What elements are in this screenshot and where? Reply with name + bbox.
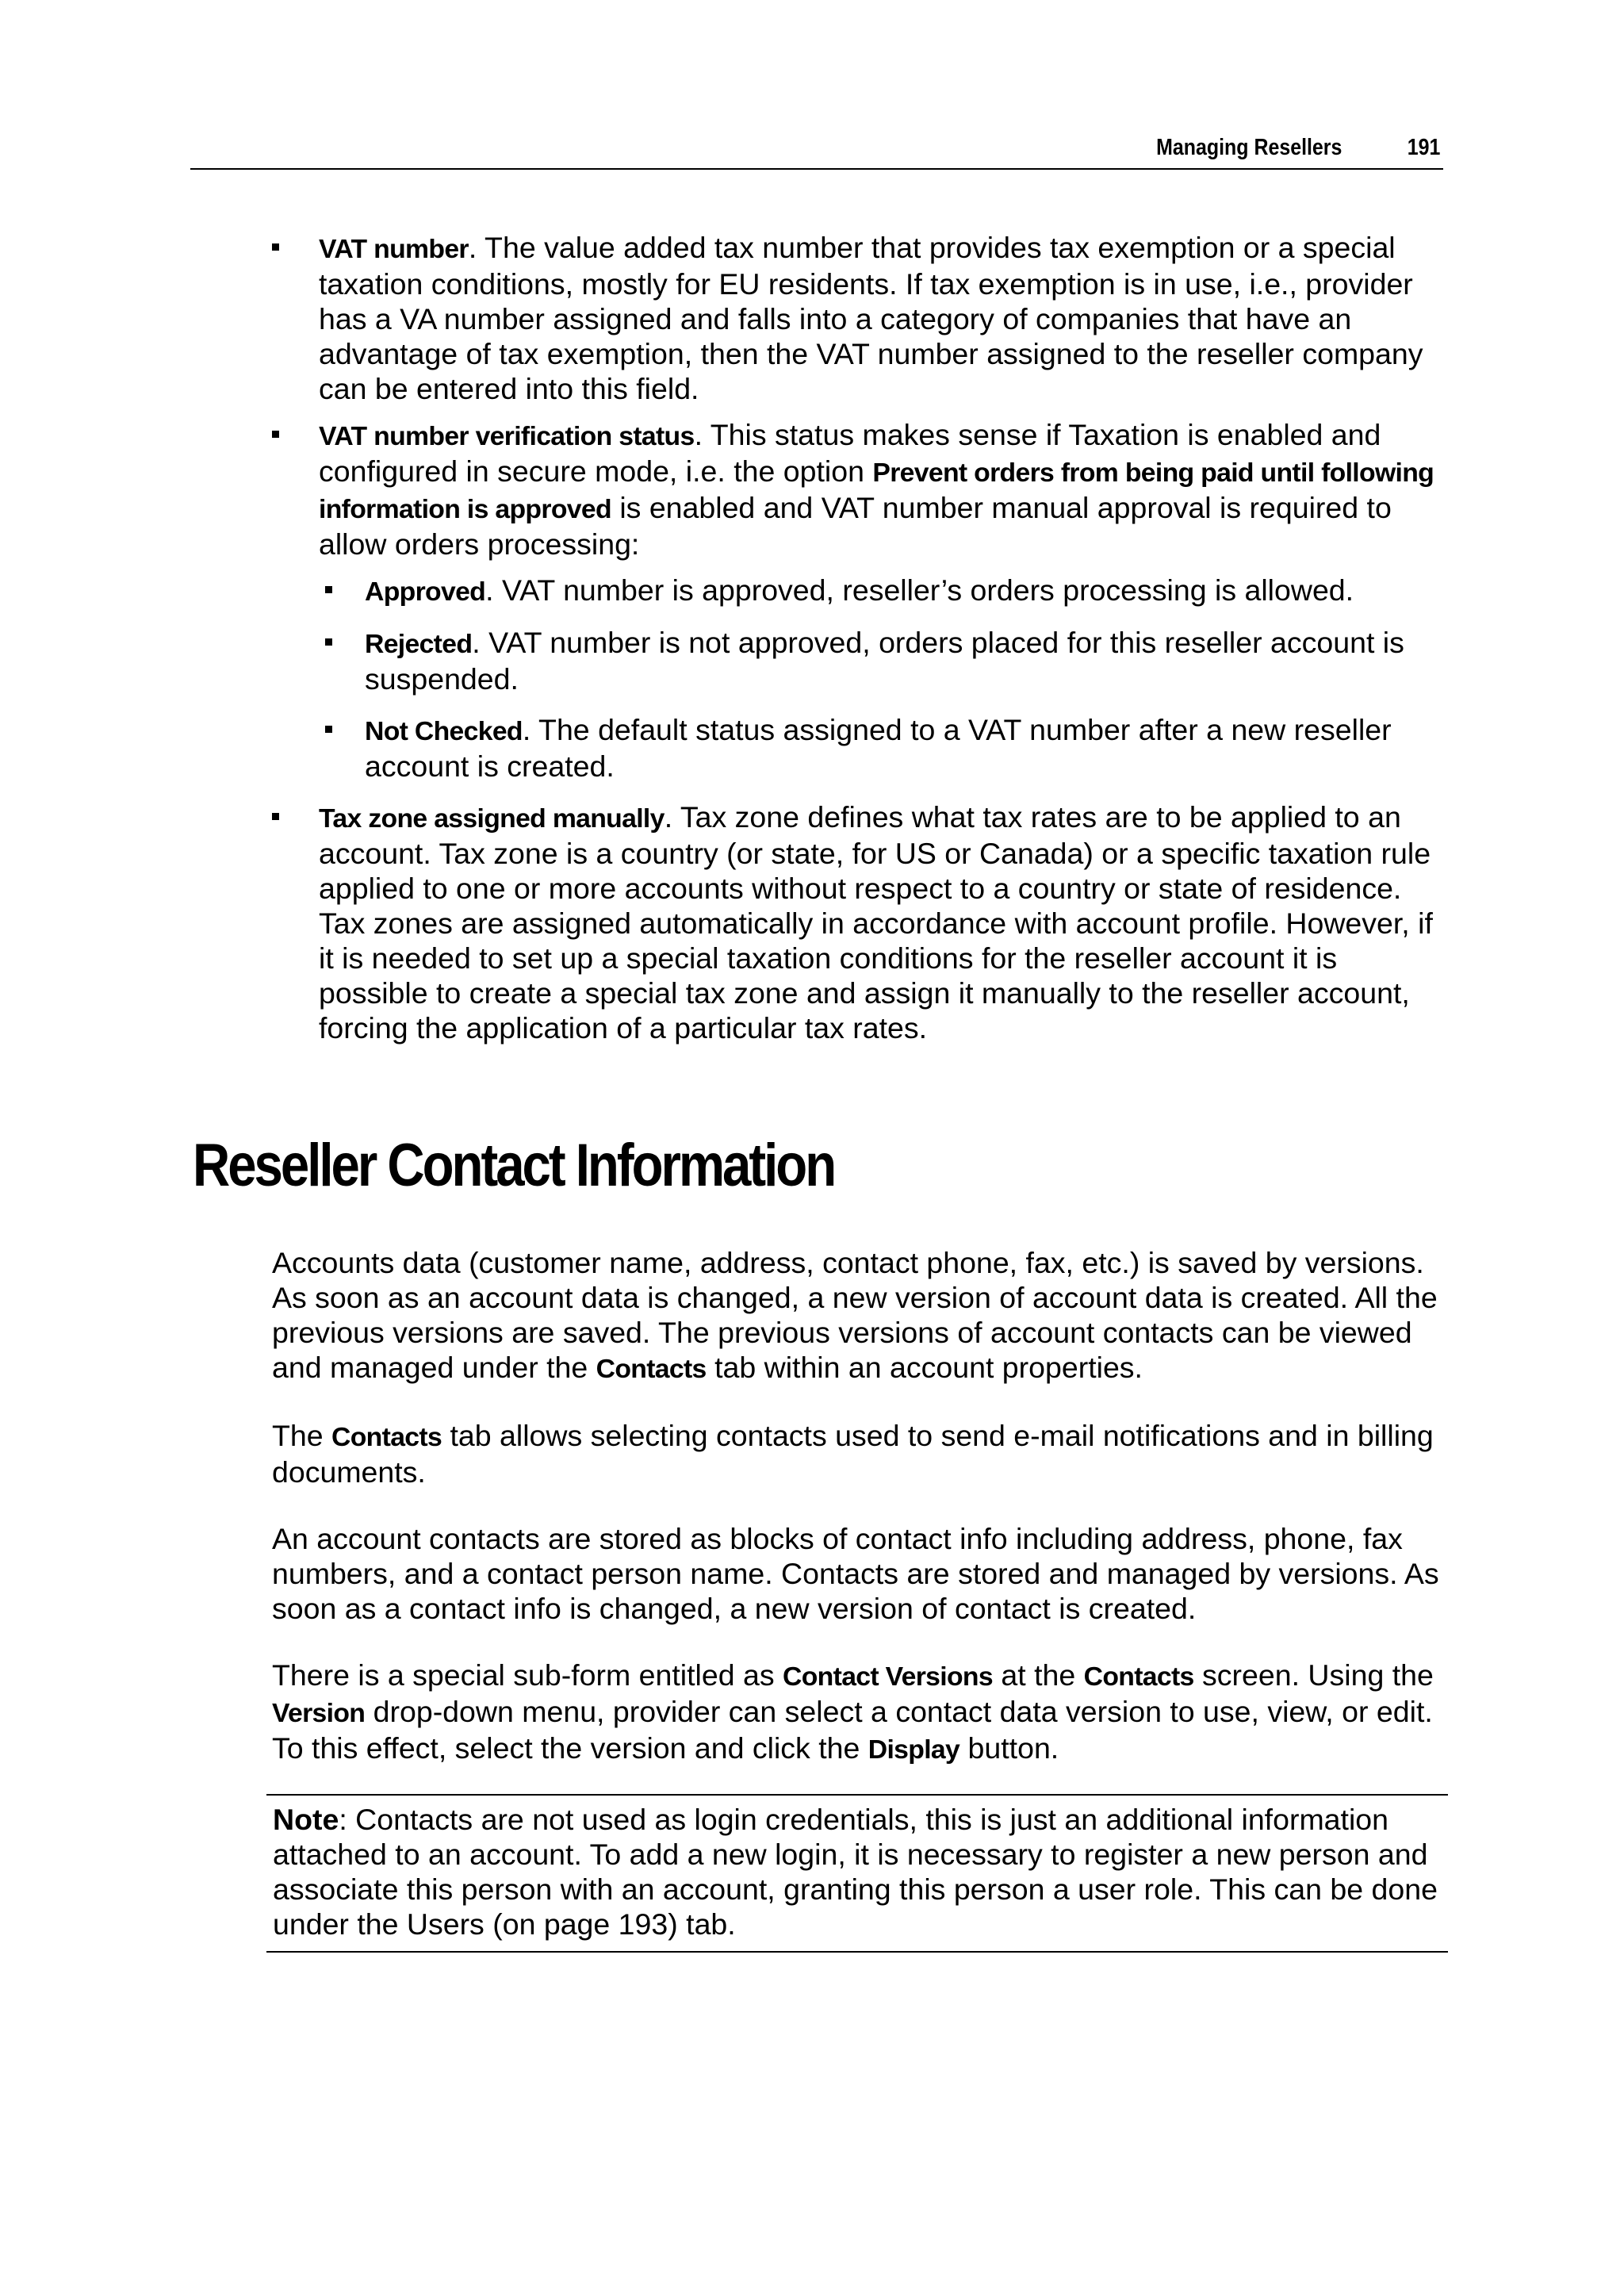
desc-rejected: . VAT number is not approved, orders placed for this reseller account is suspended.	[365, 626, 1404, 696]
desc-tax-zone: . Tax zone defines what tax rates are to be applied to an account. Tax zone is a country (or state, for US or Canada) or a specific taxation rule applied to one or more accounts without respect to a country or state of residence. Tax zones are assigned automatically in accordance with account profile. However, if it is needed to set up a special taxation conditions for the reseller account it is possible to create a special tax zone and assign it manually to the reseller account, forcing the application of a particular tax rates.	[319, 800, 1433, 1045]
p4-text-i: button.	[959, 1731, 1059, 1765]
desc-vat-status-2: is enabled and VAT number manual approval is required to allow orders processing:	[319, 491, 1392, 561]
p4-term-contact-versions: Contact Versions	[783, 1662, 993, 1692]
p2-text-a: The	[272, 1419, 332, 1452]
header-title: Managing Resellers	[1155, 135, 1342, 160]
term-rejected: Rejected	[365, 629, 473, 659]
term-vat-status: VAT number verification status	[319, 421, 695, 451]
list-item-tax-zone	[270, 799, 1443, 1045]
p4-term-contacts: Contacts	[1083, 1662, 1194, 1692]
p4-text-e: screen. Using the	[1193, 1658, 1434, 1692]
term-tax-zone: Tax zone assigned manually	[319, 803, 665, 834]
paragraph-versions	[272, 1245, 1446, 1386]
sublist-item-not-checked	[319, 712, 1443, 784]
status-sublist	[319, 573, 1443, 784]
term-vat-number: VAT number	[319, 234, 469, 264]
p1-text-c: tab within an account properties.	[706, 1351, 1143, 1384]
sublist-item-approved	[319, 573, 1443, 609]
note-box	[266, 1794, 1448, 1953]
field-description-list	[270, 230, 1443, 1056]
p2-term-contacts: Contacts	[331, 1422, 442, 1452]
p1-term-contacts: Contacts	[596, 1354, 707, 1384]
section-title: Reseller Contact Information	[193, 1132, 835, 1199]
term-not-checked: Not Checked	[365, 716, 523, 746]
p4-text-g: drop-down menu, provider can select a contact data version to use, view, or edit. To this effect, select the version and click the	[272, 1695, 1433, 1765]
p4-text-a: There is a special sub-form entitled as	[272, 1658, 783, 1692]
paragraph-contact-versions	[272, 1658, 1446, 1767]
p4-term-display: Display	[868, 1734, 960, 1765]
p4-term-version: Version	[272, 1698, 366, 1728]
section-body	[272, 1245, 1446, 1799]
desc-not-checked: . The default status assigned to a VAT number after a new reseller account is created.	[365, 713, 1392, 783]
page-number: 191	[1407, 135, 1440, 160]
option-prevent-orders: Prevent orders from being paid until following information is approved	[319, 458, 1434, 524]
desc-vat-number: . The value added tax number that provides tax exemption or a special taxation conditions, mostly for EU residents. If tax exemption is in use, i.e., provider has a VA number assigned and falls into a category of companies that have an advantage of tax exemption, then the VAT number assigned to the reseller company can be entered into this field.	[319, 231, 1423, 405]
note-text: : Contacts are not used as login credentials, this is just an additional information attached to an account. To add a new login, it is necessary to register a new person and associate this person with an account, granting this person a user role. This can be done under the Users (on page 193) tab.	[273, 1803, 1438, 1941]
p4-text-c: at the	[992, 1658, 1084, 1692]
sublist-item-rejected	[319, 625, 1443, 696]
list-item-vat-status	[270, 417, 1443, 784]
running-header	[190, 132, 1443, 170]
p2-text-c: tab allows selecting contacts used to send e-mail notifications and in billing documents.	[272, 1419, 1434, 1489]
paragraph-contact-blocks: An account contacts are stored as blocks of contact info including address, phone, fax numbers, and a contact person name. Contacts are stored and managed by versions. As soon as a contact info is changed, a new version of contact is created.	[272, 1522, 1439, 1625]
list-item-vat-number	[270, 230, 1443, 406]
note-label: Note	[273, 1803, 339, 1836]
desc-vat-status-1: . This status makes sense if Taxation is enabled and configured in secure mode, i.e. the option	[319, 418, 1381, 488]
p1-text-a: Accounts data (customer name, address, contact phone, fax, etc.) is saved by versions. As soon as an account data is changed, a new version of account data is created. All the previous versions are saved. The previous versions of account contacts can be viewed and managed under the	[272, 1246, 1438, 1384]
desc-approved: . VAT number is approved, reseller’s orders processing is allowed.	[485, 573, 1354, 607]
term-approved: Approved	[365, 577, 486, 607]
paragraph-contacts-tab	[272, 1418, 1446, 1489]
